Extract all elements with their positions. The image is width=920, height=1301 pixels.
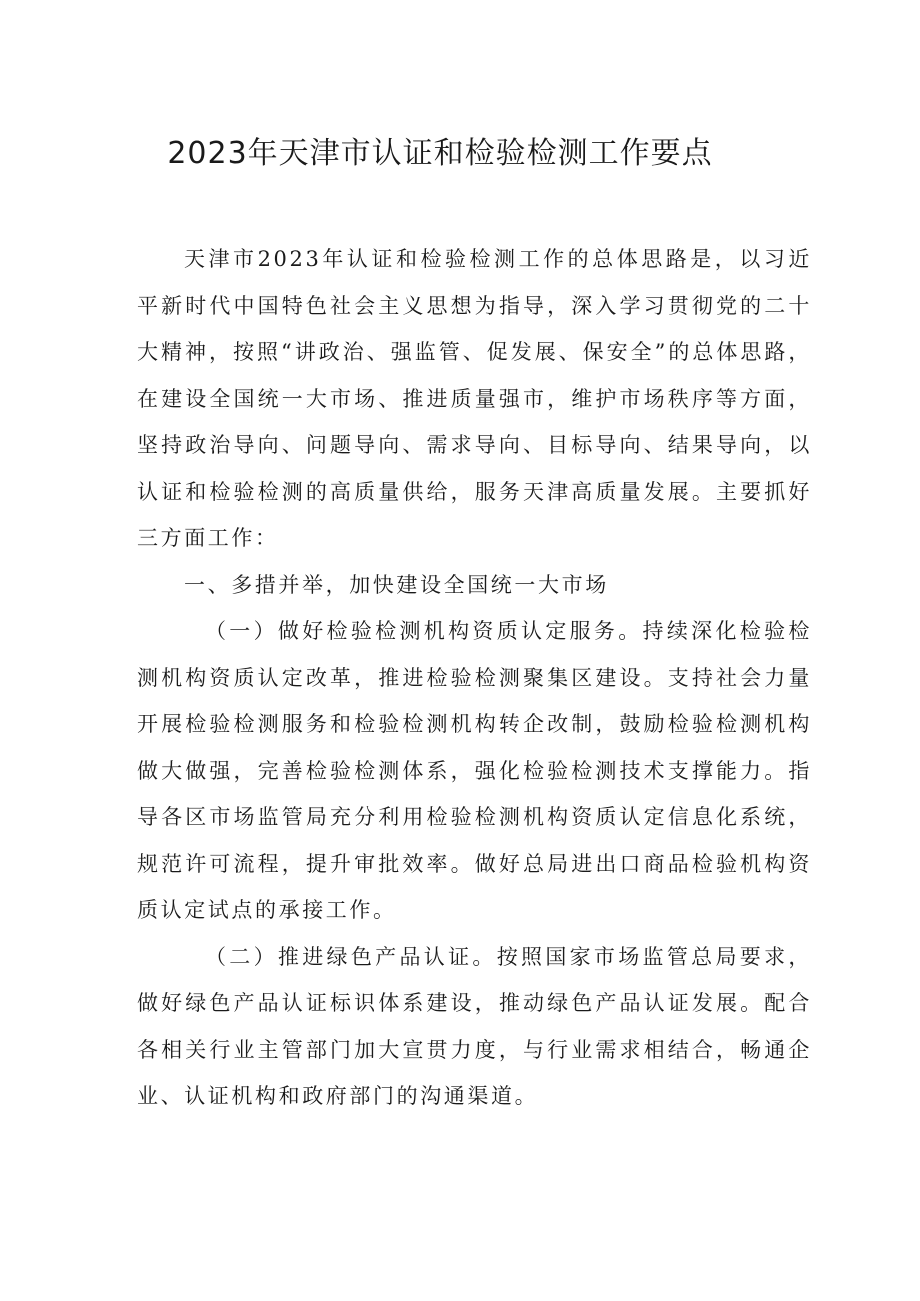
intro-paragraph: 天津市2023年认证和检验检测工作的总体思路是，以习近平新时代中国特色社会主义思想为指导，深入学习贯彻党的二十大精神，按照“讲政治、强监管、促发展、保安全”的总体思路，在建设全国统一大市场、推进质量强市，维护市场秩序等方面，坚持政治导向、问题导向、需求导向、目标导向、结果导向，以认证和检验检测的高质量供给，服务天津高质量发展。主要抓好三方面工作：	[137, 247, 812, 550]
section-heading-1: 一、多措并举，加快建设全国统一大市场	[184, 572, 609, 597]
subsection-paragraph-1: （一）做好检验检测机构资质认定服务。持续深化检验检测机构资质认定改革，推进检验检测聚集区建设。支持社会力量开展检验检测服务和检验检测机构转企改制，鼓励检验检测机构做大做强，完善检验检测体系，强化检验检测技术支撑能力。指导各区市场监管局充分利用检验检测机构资质认定信息化系统，规范许可流程，提升审批效率。做好总局进出口商品检验机构资质认定试点的承接工作。	[137, 619, 812, 922]
subsection-paragraph-2: （二）推进绿色产品认证。按照国家市场监管总局要求，做好绿色产品认证标识体系建设，推动绿色产品认证发展。配合各相关行业主管部门加大宣贯力度，与行业需求相结合，畅通企业、认证机构和政府部门的沟通渠道。	[137, 944, 812, 1108]
document-title: 2023年天津市认证和检验检测工作要点	[167, 136, 713, 171]
document-body	[137, 236, 812, 1120]
